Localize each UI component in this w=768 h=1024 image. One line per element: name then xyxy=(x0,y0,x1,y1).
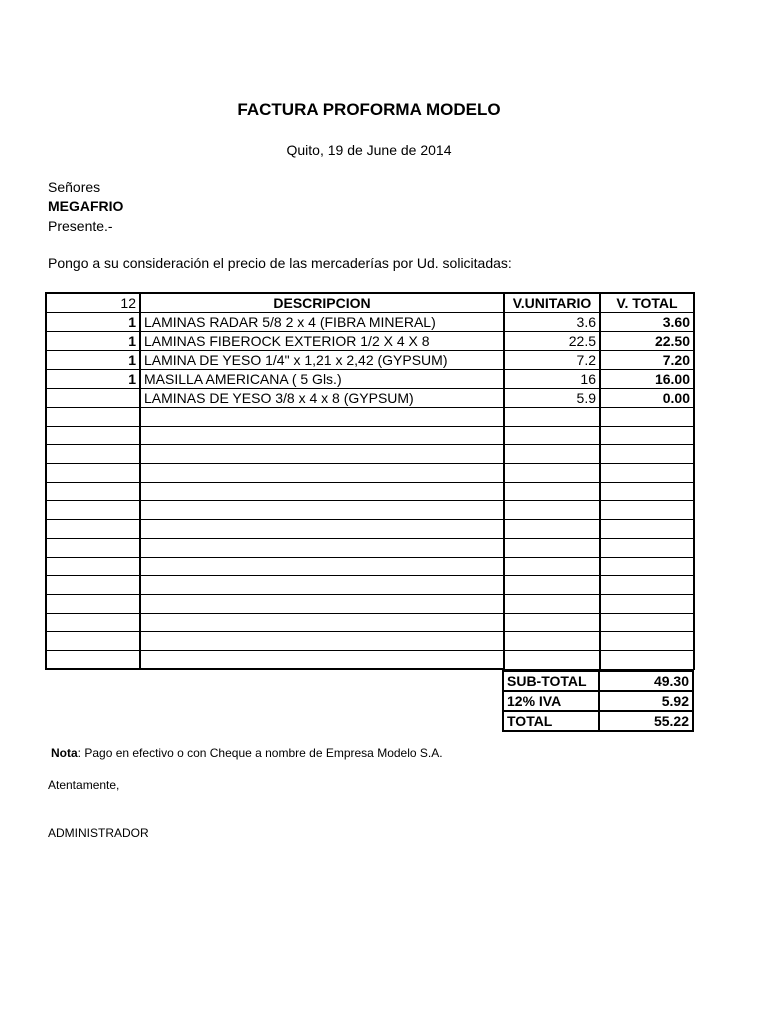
row-qty xyxy=(46,501,140,520)
row-total xyxy=(600,501,694,520)
table-row xyxy=(46,445,694,464)
note-label: Nota xyxy=(51,746,78,760)
row-description xyxy=(140,650,504,669)
summary-row xyxy=(503,691,693,711)
row-total xyxy=(600,482,694,501)
row-unit-price xyxy=(504,426,600,445)
table-row xyxy=(46,613,694,632)
table-row xyxy=(46,632,694,651)
row-description xyxy=(140,520,504,539)
row-unit-price: 5.9 xyxy=(504,389,600,408)
row-unit-price xyxy=(504,464,600,483)
row-total xyxy=(600,408,694,427)
table-row xyxy=(46,332,694,351)
row-description: LAMINA DE YESO 1/4" x 1,21 x 2,42 (GYPSUM) xyxy=(140,351,504,370)
row-description xyxy=(140,613,504,632)
intro-text: Pongo a su consideración el precio de las mercaderías por Ud. solicitadas: xyxy=(48,255,512,271)
row-qty: 1 xyxy=(46,370,140,389)
row-qty xyxy=(46,557,140,576)
row-qty xyxy=(46,538,140,557)
row-qty: 1 xyxy=(46,332,140,351)
row-qty xyxy=(46,632,140,651)
presente-line: Presente.- xyxy=(48,218,113,234)
row-description xyxy=(140,408,504,427)
summary-row xyxy=(503,711,693,731)
row-qty xyxy=(46,389,140,408)
row-unit-price: 22.5 xyxy=(504,332,600,351)
row-total xyxy=(600,538,694,557)
summary-value: 5.92 xyxy=(599,691,693,711)
client-name: MEGAFRIO xyxy=(48,198,124,214)
table-row xyxy=(46,426,694,445)
row-total: 16.00 xyxy=(600,370,694,389)
row-unit-price: 16 xyxy=(504,370,600,389)
row-description xyxy=(140,426,504,445)
row-qty xyxy=(46,426,140,445)
header-unit-price: V.UNITARIO xyxy=(504,293,600,313)
row-qty xyxy=(46,445,140,464)
summary-row xyxy=(503,671,693,691)
row-description xyxy=(140,632,504,651)
row-description xyxy=(140,482,504,501)
table-header-row xyxy=(46,293,694,313)
row-qty xyxy=(46,613,140,632)
row-total xyxy=(600,445,694,464)
summary-label: TOTAL xyxy=(503,711,599,731)
row-unit-price xyxy=(504,613,600,632)
row-total: 3.60 xyxy=(600,313,694,332)
row-qty xyxy=(46,482,140,501)
signature-text: ADMINISTRADOR xyxy=(48,826,149,840)
table-row xyxy=(46,464,694,483)
invoice-table xyxy=(45,292,695,670)
row-unit-price: 7.2 xyxy=(504,351,600,370)
row-total xyxy=(600,632,694,651)
row-total xyxy=(600,576,694,595)
closing-text: Atentamente, xyxy=(48,778,120,792)
row-total xyxy=(600,557,694,576)
row-qty xyxy=(46,408,140,427)
row-unit-price xyxy=(504,650,600,669)
row-unit-price xyxy=(504,501,600,520)
table-row xyxy=(46,576,694,595)
row-unit-price xyxy=(504,576,600,595)
row-description xyxy=(140,538,504,557)
row-total xyxy=(600,594,694,613)
row-total xyxy=(600,520,694,539)
row-unit-price xyxy=(504,482,600,501)
row-total: 7.20 xyxy=(600,351,694,370)
table-row xyxy=(46,650,694,669)
summary-value: 55.22 xyxy=(599,711,693,731)
salutation: Señores xyxy=(48,179,101,195)
row-description xyxy=(140,501,504,520)
row-qty xyxy=(46,464,140,483)
row-description xyxy=(140,576,504,595)
table-row xyxy=(46,557,694,576)
row-total xyxy=(600,613,694,632)
table-row xyxy=(46,482,694,501)
summary-label: SUB-TOTAL xyxy=(503,671,599,691)
row-total: 0.00 xyxy=(600,389,694,408)
header-total: V. TOTAL xyxy=(600,293,694,313)
note-line xyxy=(51,746,443,760)
summary-table xyxy=(502,670,694,732)
note-text: : Pago en efectivo o con Cheque a nombre de Empresa Modelo S.A. xyxy=(77,746,443,760)
table-row xyxy=(46,594,694,613)
row-total xyxy=(600,650,694,669)
row-description: LAMINAS DE YESO 3/8 x 4 x 8 (GYPSUM) xyxy=(140,389,504,408)
row-unit-price xyxy=(504,445,600,464)
row-description: MASILLA AMERICANA ( 5 Gls.) xyxy=(140,370,504,389)
table-row xyxy=(46,520,694,539)
row-unit-price xyxy=(504,632,600,651)
header-qty: 12 xyxy=(46,293,140,313)
table-row xyxy=(46,370,694,389)
row-qty xyxy=(46,520,140,539)
header-description: DESCRIPCION xyxy=(140,293,504,313)
summary-label: 12% IVA xyxy=(503,691,599,711)
row-description: LAMINAS RADAR 5/8 2 x 4 (FIBRA MINERAL) xyxy=(140,313,504,332)
row-description xyxy=(140,557,504,576)
row-qty xyxy=(46,650,140,669)
row-unit-price xyxy=(504,594,600,613)
row-description: LAMINAS FIBEROCK EXTERIOR 1/2 X 4 X 8 xyxy=(140,332,504,351)
row-total xyxy=(600,426,694,445)
row-description xyxy=(140,594,504,613)
row-qty xyxy=(46,576,140,595)
row-unit-price xyxy=(504,538,600,557)
row-qty xyxy=(46,594,140,613)
table-row xyxy=(46,538,694,557)
row-unit-price: 3.6 xyxy=(504,313,600,332)
row-total: 22.50 xyxy=(600,332,694,351)
table-row xyxy=(46,501,694,520)
row-description xyxy=(140,464,504,483)
row-unit-price xyxy=(504,557,600,576)
row-unit-price xyxy=(504,408,600,427)
row-qty: 1 xyxy=(46,351,140,370)
document-title: FACTURA PROFORMA MODELO xyxy=(237,100,501,119)
table-row xyxy=(46,389,694,408)
row-description xyxy=(140,445,504,464)
row-total xyxy=(600,464,694,483)
table-row xyxy=(46,351,694,370)
row-qty: 1 xyxy=(46,313,140,332)
date-line: Quito, 19 de June de 2014 xyxy=(286,142,452,158)
table-row xyxy=(46,408,694,427)
table-row xyxy=(46,313,694,332)
summary-value: 49.30 xyxy=(599,671,693,691)
row-unit-price xyxy=(504,520,600,539)
